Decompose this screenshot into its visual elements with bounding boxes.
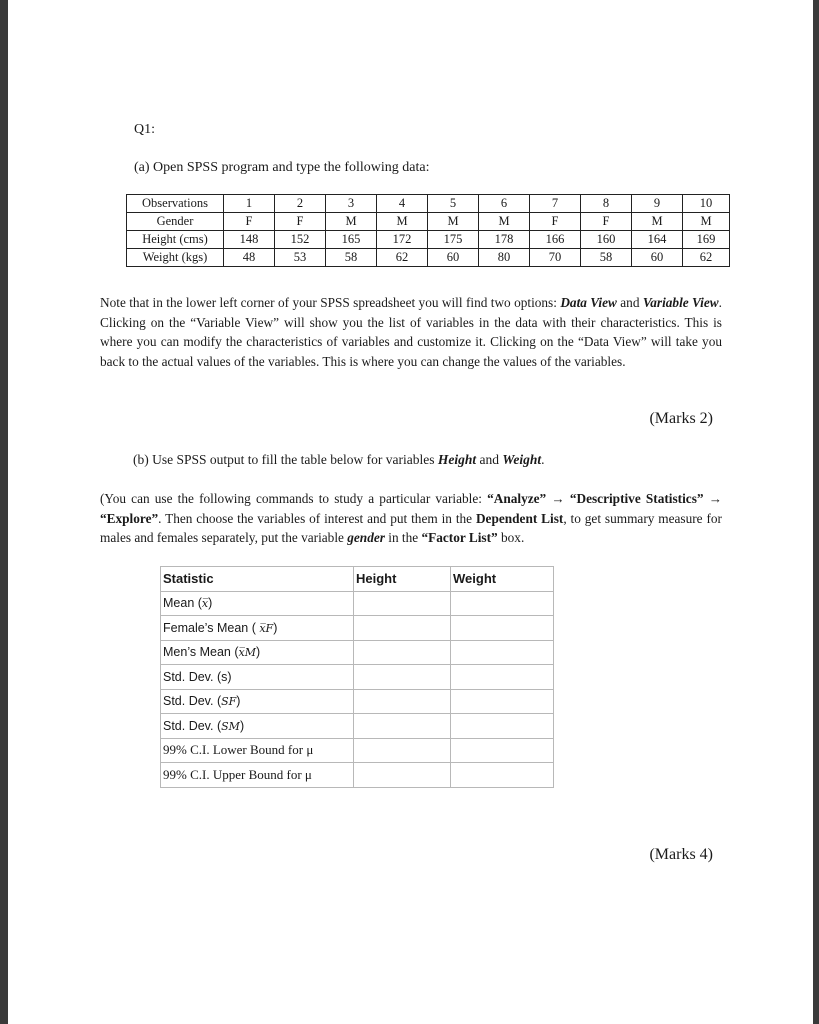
table-cell: M bbox=[428, 213, 479, 231]
table-cell: 164 bbox=[632, 231, 683, 249]
question-heading: Q1: bbox=[134, 122, 155, 137]
table-cell: 6 bbox=[479, 195, 530, 213]
statistic-label bbox=[161, 714, 354, 739]
statistic-label-text: 99% C.I. Lower Bound for μ bbox=[163, 742, 314, 758]
weight-answer-cell[interactable] bbox=[451, 616, 554, 641]
height-answer-cell[interactable] bbox=[354, 689, 451, 714]
arrow-icon: → bbox=[703, 491, 722, 506]
explore-term: “Explore” bbox=[100, 510, 159, 526]
weight-answer-cell[interactable] bbox=[451, 738, 554, 763]
cmd-text-5: box. bbox=[497, 530, 525, 545]
part-b-dot: . bbox=[541, 452, 545, 467]
part-b-instruction bbox=[133, 452, 545, 468]
weight-answer-cell[interactable] bbox=[451, 640, 554, 665]
statistic-label-close: ) bbox=[208, 596, 213, 611]
table-cell: 4 bbox=[377, 195, 428, 213]
table-cell: 175 bbox=[428, 231, 479, 249]
stats-header-row bbox=[161, 567, 554, 592]
statistic-label-text: Std. Dev. (s) bbox=[163, 669, 232, 684]
row-header: Weight (kgs) bbox=[127, 249, 224, 267]
weight-answer-cell[interactable] bbox=[451, 714, 554, 739]
statistic-label bbox=[161, 763, 354, 788]
table-row bbox=[161, 689, 554, 714]
statistic-label-close: ) bbox=[273, 620, 278, 635]
math-symbol: x̅F bbox=[259, 621, 274, 635]
table-cell: 3 bbox=[326, 195, 377, 213]
stats-header-height: Height bbox=[354, 567, 451, 592]
statistic-label-text: Female’s Mean ( bbox=[163, 620, 260, 635]
note-paragraph bbox=[100, 293, 722, 371]
statistic-label-close: ) bbox=[255, 645, 261, 660]
height-answer-cell[interactable] bbox=[354, 591, 451, 616]
statistics-table bbox=[160, 566, 554, 788]
cmd-text-3: , to get summary measure for males and females separately, put the variable bbox=[100, 510, 722, 545]
table-cell: 152 bbox=[275, 231, 326, 249]
table-cell: 2 bbox=[275, 195, 326, 213]
table-row bbox=[127, 249, 730, 267]
stats-header-weight: Weight bbox=[451, 567, 554, 592]
table-row bbox=[161, 640, 554, 665]
statistic-label bbox=[161, 591, 354, 616]
data-view-term: Data View bbox=[560, 295, 617, 310]
table-cell: 48 bbox=[224, 249, 275, 267]
table-cell: 165 bbox=[326, 231, 377, 249]
table-row bbox=[161, 591, 554, 616]
row-header: Observations bbox=[127, 195, 224, 213]
cmd-text-4: in the bbox=[384, 530, 422, 545]
statistic-label bbox=[161, 738, 354, 763]
table-cell: 58 bbox=[581, 249, 632, 267]
statistic-label bbox=[161, 665, 354, 690]
table-cell: 62 bbox=[683, 249, 730, 267]
math-symbol: x̅M bbox=[238, 646, 256, 660]
height-answer-cell[interactable] bbox=[354, 640, 451, 665]
row-header: Gender bbox=[127, 213, 224, 231]
commands-paragraph bbox=[100, 489, 722, 548]
gender-term: gender bbox=[347, 530, 385, 545]
table-row bbox=[161, 763, 554, 788]
row-header: Height (cms) bbox=[127, 231, 224, 249]
variable-view-term: Variable View bbox=[642, 295, 719, 310]
weight-answer-cell[interactable] bbox=[451, 591, 554, 616]
analyze-term: “Analyze” bbox=[487, 491, 547, 506]
statistic-label bbox=[161, 689, 354, 714]
marks-part-b: (Marks 4) bbox=[649, 846, 713, 863]
height-answer-cell[interactable] bbox=[354, 763, 451, 788]
stats-header-statistic: Statistic bbox=[161, 567, 354, 592]
statistic-label-text: 99% C.I. Upper Bound for μ bbox=[163, 766, 312, 782]
table-cell: 172 bbox=[377, 231, 428, 249]
part-b-and: and bbox=[476, 452, 503, 467]
dependent-list-term: Dependent List bbox=[475, 510, 564, 526]
table-row bbox=[127, 195, 730, 213]
note-text-1: Note that in the lower left corner of your SPSS spreadsheet you will find two options: bbox=[100, 295, 561, 310]
table-row bbox=[161, 738, 554, 763]
note-and: and bbox=[616, 295, 643, 310]
height-answer-cell[interactable] bbox=[354, 714, 451, 739]
descriptive-statistics-term: “Descriptive Statistics” bbox=[569, 491, 704, 506]
math-symbol: SM bbox=[221, 719, 240, 733]
weight-answer-cell[interactable] bbox=[451, 763, 554, 788]
table-cell: 8 bbox=[581, 195, 632, 213]
part-b-text: (b) Use SPSS output to fill the table below for variables bbox=[133, 452, 438, 467]
table-cell: 5 bbox=[428, 195, 479, 213]
math-symbol: x̅ bbox=[201, 597, 209, 611]
statistic-label bbox=[161, 616, 354, 641]
part-a-instruction: (a) Open SPSS program and type the following data: bbox=[134, 160, 430, 175]
height-term: Height bbox=[437, 452, 477, 467]
marks-part-a: (Marks 2) bbox=[649, 410, 713, 427]
table-cell: 80 bbox=[479, 249, 530, 267]
table-cell: M bbox=[377, 213, 428, 231]
statistic-label-text: Mean ( bbox=[163, 596, 202, 611]
table-cell: 148 bbox=[224, 231, 275, 249]
table-cell: 178 bbox=[479, 231, 530, 249]
factor-list-term: “Factor List” bbox=[421, 530, 498, 545]
table-row bbox=[161, 616, 554, 641]
statistic-label-text: Std. Dev. ( bbox=[163, 694, 222, 709]
table-cell: 7 bbox=[530, 195, 581, 213]
table-cell: F bbox=[581, 213, 632, 231]
weight-answer-cell[interactable] bbox=[451, 665, 554, 690]
table-cell: 60 bbox=[428, 249, 479, 267]
table-cell: 169 bbox=[683, 231, 730, 249]
table-cell: 60 bbox=[632, 249, 683, 267]
table-row bbox=[161, 665, 554, 690]
table-cell: 160 bbox=[581, 231, 632, 249]
table-cell: 53 bbox=[275, 249, 326, 267]
height-answer-cell[interactable] bbox=[354, 738, 451, 763]
cmd-text-1: (You can use the following commands to study a particular variable: bbox=[100, 491, 488, 506]
table-cell: 10 bbox=[683, 195, 730, 213]
table-cell: F bbox=[224, 213, 275, 231]
weight-answer-cell[interactable] bbox=[451, 689, 554, 714]
height-answer-cell[interactable] bbox=[354, 616, 451, 641]
table-row bbox=[127, 213, 730, 231]
table-cell: 70 bbox=[530, 249, 581, 267]
note-text-2: . Clicking on the “Variable View” will show you the list of variables in the data with their characteristics. This is where you can modify the characteristics of variables and customize it. Clicking on the “Data View” will take you back to the actual values of the variables. This is where you can change the values of the variables. bbox=[100, 295, 722, 369]
table-row bbox=[161, 714, 554, 739]
table-cell: M bbox=[683, 213, 730, 231]
table-row bbox=[127, 231, 730, 249]
table-cell: M bbox=[632, 213, 683, 231]
table-cell: F bbox=[530, 213, 581, 231]
table-cell: 9 bbox=[632, 195, 683, 213]
table-cell: 62 bbox=[377, 249, 428, 267]
cmd-text-2: . Then choose the variables of interest and put them in the bbox=[158, 510, 476, 526]
arrow-icon: → bbox=[546, 491, 570, 506]
document-page bbox=[8, 0, 813, 1024]
statistic-label-text: Men’s Mean ( bbox=[163, 645, 239, 660]
weight-term: Weight bbox=[502, 452, 542, 467]
height-answer-cell[interactable] bbox=[354, 665, 451, 690]
table-cell: 1 bbox=[224, 195, 275, 213]
table-cell: 58 bbox=[326, 249, 377, 267]
observations-table bbox=[126, 194, 730, 267]
statistic-label-close: ) bbox=[239, 718, 245, 733]
statistic-label-close: ) bbox=[236, 694, 241, 709]
math-symbol: SF bbox=[221, 695, 237, 709]
table-cell: M bbox=[479, 213, 530, 231]
table-cell: 166 bbox=[530, 231, 581, 249]
table-cell: F bbox=[275, 213, 326, 231]
statistic-label bbox=[161, 640, 354, 665]
table-cell: M bbox=[326, 213, 377, 231]
statistic-label-text: Std. Dev. ( bbox=[163, 718, 222, 733]
